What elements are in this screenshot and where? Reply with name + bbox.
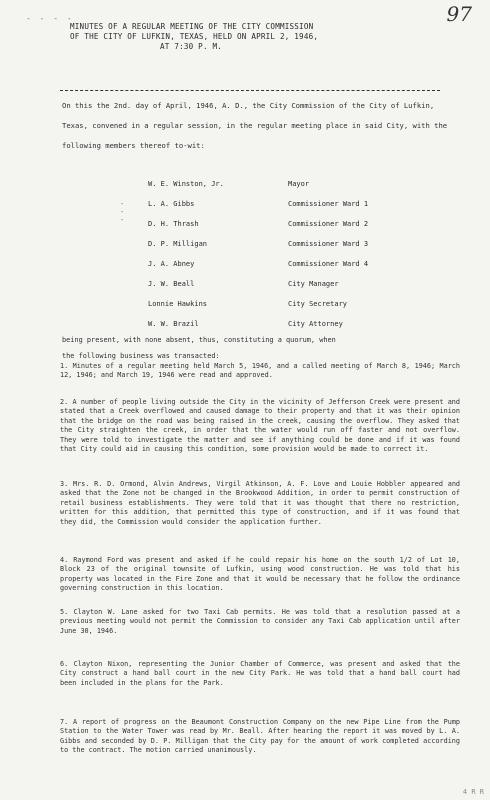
- member-name: L. A. Gibbs: [148, 200, 195, 208]
- member-name: D. P. Milligan: [148, 240, 208, 248]
- member-title: Commissioner Ward 1: [288, 200, 369, 208]
- member-title: City Attorney: [288, 320, 343, 328]
- footer-mark: 4 R R: [462, 788, 484, 796]
- minutes-item-1: 1. Minutes of a regular meeting held March 5, 1946, and a called meeting of March 8, 1946; March 12, 1946; and March 19, 1946 were read and approved.: [60, 362, 460, 380]
- member-title: Mayor: [288, 180, 310, 188]
- member-title: City Manager: [288, 280, 339, 288]
- minutes-item-7: 7. A report of progress on the Beaumont Construction Company on the new Pipe Line from the Pump Station to the Water Tower was read by Mr. Beall. After hearing the report it was moved by L. A. Gibbs and seconded by D. P. Milligan that the City pay for the amount of work completed according to the contract. The motion carried unanimously.: [60, 718, 460, 755]
- minutes-item-6: 6. Clayton Nixon, representing the Junior Chamber of Commerce, was present and asked that the City construct a hand ball court in the new City Park. He was told that a hand ball court had been included in the plans for the Park.: [60, 660, 460, 687]
- header-line-1: MINUTES OF A REGULAR MEETING OF THE CITY COMMISSION: [70, 22, 314, 31]
- member-title: Commissioner Ward 2: [288, 220, 369, 228]
- intro-paragraph: On this the 2nd. day of April, 1946, A. D., the City Commission of the City of Lufkin, Texas, convened in a regular session, in the regular meeting place in said City, with the following members thereof to-wit:: [62, 101, 448, 150]
- member-title: Commissioner Ward 3: [288, 240, 369, 248]
- header-line-3: AT 7:30 P. M.: [160, 42, 223, 51]
- member-name: Lonnie Hawkins: [148, 300, 208, 308]
- header-line-2: OF THE CITY OF LUFKIN, TEXAS, HELD ON APRIL 2, 1946,: [70, 32, 319, 41]
- page-number: 97: [446, 2, 472, 26]
- member-name: W. W. Brazil: [148, 320, 199, 328]
- margin-mark: - - -: [120, 200, 125, 224]
- business-transacted-line: the following business was transacted:: [62, 352, 220, 360]
- quorum-line: being present, with none absent, thus, constituting a quorum, when: [62, 336, 336, 344]
- member-name: D. H. Thrash: [148, 220, 199, 228]
- minutes-header: [70, 22, 430, 52]
- member-title: City Secretary: [288, 300, 348, 308]
- minutes-item-4: 4. Raymond Ford was present and asked if he could repair his home on the south 1/2 of Lot 10, Block 23 of the original townsite of Lufkin, using wood construction. He was told that his property was located in the Fire Zone and that it would be necessary that he follow the ordinance governing construction in this location.: [60, 556, 460, 593]
- edge-mark: - - - -: [26, 14, 74, 23]
- member-name: J. A. Abney: [148, 260, 195, 268]
- member-title: Commissioner Ward 4: [288, 260, 369, 268]
- member-name: J. W. Beall: [148, 280, 195, 288]
- minutes-item-3: 3. Mrs. R. D. Ormond, Alvin Andrews, Virgil Atkinson, A. F. Love and Louie Hobbler appeared and asked that the Zone not be changed in the Brookwood Addition, in order to permit construction of retail business establishments. They were told that it was thought that there no restriction, written for this addition, that permitted this type of construction, and if it was found that they did, the Commission would consider the application further.: [60, 480, 460, 526]
- dashed-rule: [60, 90, 440, 91]
- member-name: W. E. Winston, Jr.: [148, 180, 224, 188]
- minutes-item-5: 5. Clayton W. Lane asked for two Taxi Cab permits. He was told that a resolution passed at a previous meeting would not permit the Commission to consider any Taxi Cab application until after June 30, 1946.: [60, 608, 460, 635]
- minutes-item-2: 2. A number of people living outside the City in the vicinity of Jefferson Creek were present and stated that a Creek overflowed and caused damage to their property and that it was their opinion that the bridge on the road was being raised in the creek, causing the overflow. They asked that the City straighten the creek, in order that the water would run off faster and not overflow. They were told to investigate the matter and see if anything could be done and if it was found that City could aid in causing this condition, some provision would be made to correct it.: [60, 398, 460, 454]
